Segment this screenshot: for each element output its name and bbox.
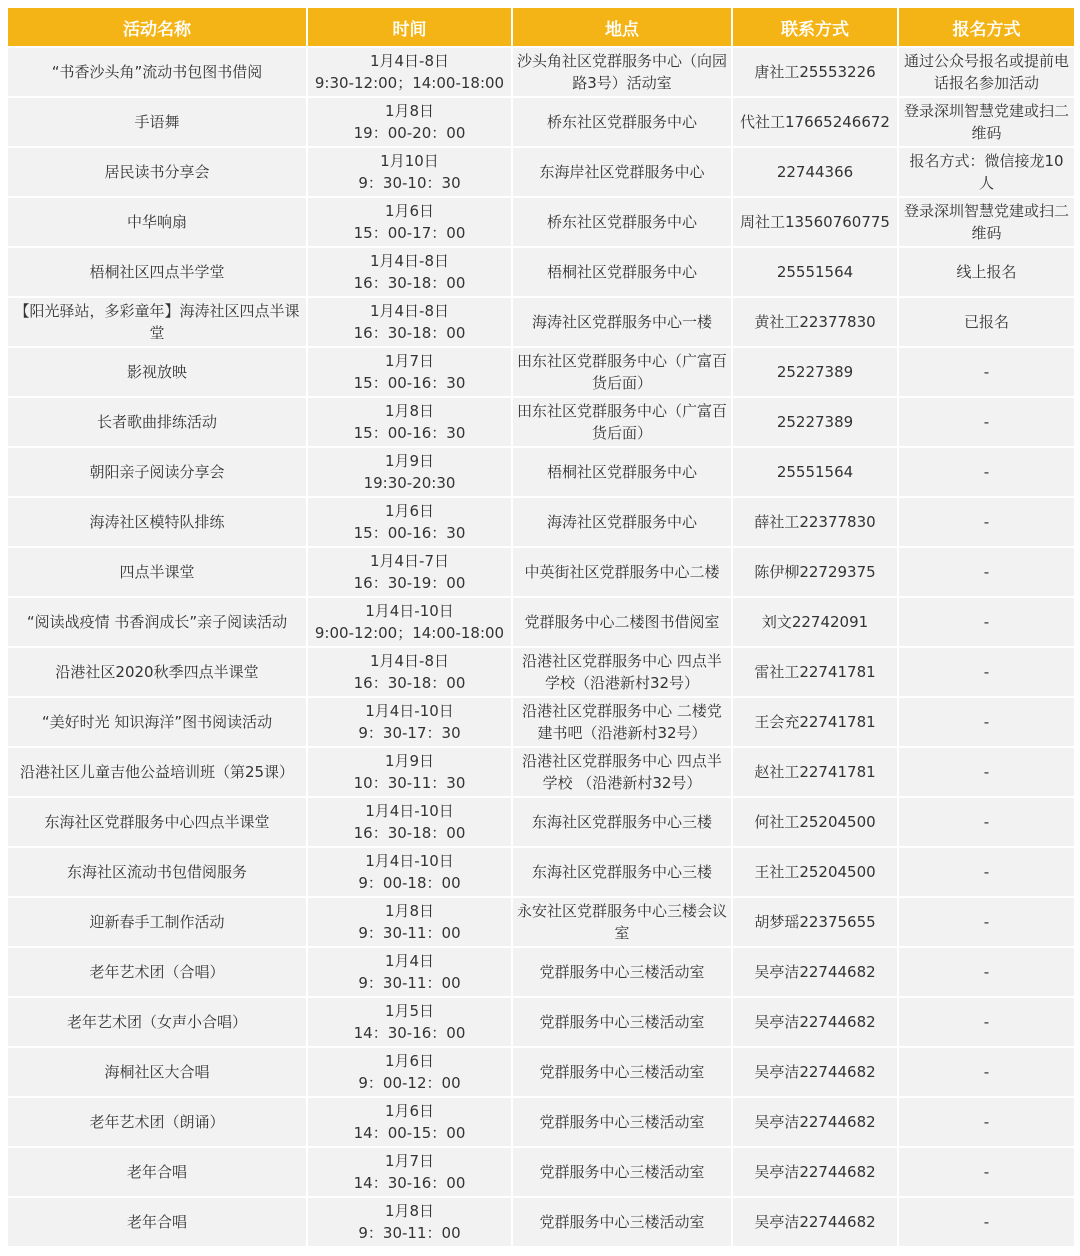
time-hours: 9:30-12:00；14:00-18:00 <box>314 74 505 92</box>
table-row <box>7 847 1075 897</box>
time-hours: 14：00-15：00 <box>353 1124 466 1142</box>
time-date: 1月5日 <box>384 1002 435 1020</box>
cell-signup: - <box>898 897 1075 947</box>
time-hours: 16：30-18：00 <box>353 824 466 842</box>
time-date: 1月6日 <box>384 202 435 220</box>
cell-time <box>307 347 512 397</box>
cell-location: 沿港社区党群服务中心 二楼党建书吧（沿港新村32号） <box>512 697 732 747</box>
cell-signup: - <box>898 1097 1075 1147</box>
time-hours: 15：00-16：30 <box>353 374 466 392</box>
time-date: 1月8日 <box>384 1202 435 1220</box>
cell-signup: - <box>898 397 1075 447</box>
cell-location: 党群服务中心二楼图书借阅室 <box>512 597 732 647</box>
table-row <box>7 597 1075 647</box>
cell-time <box>307 547 512 597</box>
cell-signup: - <box>898 1197 1075 1247</box>
cell-activity-name: 沿港社区2020秋季四点半课堂 <box>7 647 307 697</box>
cell-signup: 报名方式：微信接龙10人 <box>898 147 1075 197</box>
cell-time <box>307 147 512 197</box>
header-signup: 报名方式 <box>898 7 1075 47</box>
cell-time <box>307 447 512 497</box>
cell-time <box>307 797 512 847</box>
cell-time <box>307 597 512 647</box>
cell-signup: - <box>898 847 1075 897</box>
time-date: 1月4日-8日 <box>369 52 450 70</box>
cell-signup: - <box>898 797 1075 847</box>
time-hours: 15：00-17：00 <box>353 224 466 242</box>
table-row <box>7 397 1075 447</box>
cell-location: 沿港社区党群服务中心 四点半学校（沿港新村32号） <box>512 647 732 697</box>
table-row <box>7 297 1075 347</box>
cell-signup: - <box>898 497 1075 547</box>
time-hours: 19:30-20:30 <box>363 474 456 492</box>
cell-time <box>307 647 512 697</box>
time-hours: 9:00-12:00；14:00-18:00 <box>314 624 505 642</box>
header-location: 地点 <box>512 7 732 47</box>
time-hours: 9：30-10：30 <box>358 174 461 192</box>
time-date: 1月8日 <box>384 902 435 920</box>
time-date: 1月7日 <box>384 352 435 370</box>
time-date: 1月6日 <box>384 1102 435 1120</box>
time-date: 1月4日-8日 <box>369 652 450 670</box>
cell-contact: 吴亭洁22744682 <box>732 947 898 997</box>
time-hours: 9：00-12：00 <box>358 1074 461 1092</box>
cell-activity-name: 海桐社区大合唱 <box>7 1047 307 1097</box>
table-row <box>7 997 1075 1047</box>
cell-location: 东海社区党群服务中心三楼 <box>512 847 732 897</box>
time-date: 1月8日 <box>384 102 435 120</box>
cell-location: 党群服务中心三楼活动室 <box>512 1197 732 1247</box>
table-row <box>7 1047 1075 1097</box>
header-activity-name: 活动名称 <box>7 7 307 47</box>
table-row <box>7 1097 1075 1147</box>
time-date: 1月4日-10日 <box>365 852 454 870</box>
cell-signup: - <box>898 997 1075 1047</box>
cell-contact: 25227389 <box>732 347 898 397</box>
table-body <box>7 47 1075 1247</box>
cell-contact: 何社工25204500 <box>732 797 898 847</box>
cell-activity-name: 中华响扇 <box>7 197 307 247</box>
cell-contact: 唐社工25553226 <box>732 47 898 97</box>
cell-activity-name: 老年艺术团（女声小合唱） <box>7 997 307 1047</box>
time-hours: 9：00-18：00 <box>358 874 461 892</box>
time-date: 1月9日 <box>384 452 435 470</box>
table-row <box>7 197 1075 247</box>
time-hours: 15：00-16：30 <box>353 424 466 442</box>
cell-location: 沙头角社区党群服务中心（向园路3号）活动室 <box>512 47 732 97</box>
cell-time <box>307 997 512 1047</box>
time-hours: 14：30-16：00 <box>353 1024 466 1042</box>
time-date: 1月7日 <box>384 1152 435 1170</box>
table-row <box>7 47 1075 97</box>
cell-location: 海涛社区党群服务中心一楼 <box>512 297 732 347</box>
activity-table <box>6 6 1076 1248</box>
table-row <box>7 797 1075 847</box>
time-hours: 16：30-18：00 <box>353 674 466 692</box>
cell-contact: 代社工17665246672 <box>732 97 898 147</box>
time-hours: 9：30-11：00 <box>358 974 461 992</box>
cell-activity-name: 迎新春手工制作活动 <box>7 897 307 947</box>
time-date: 1月4日-8日 <box>369 252 450 270</box>
cell-location: 桥东社区党群服务中心 <box>512 197 732 247</box>
cell-signup: - <box>898 947 1075 997</box>
cell-contact: 22744366 <box>732 147 898 197</box>
time-date: 1月4日-8日 <box>369 302 450 320</box>
cell-location: 沿港社区党群服务中心 四点半学校 （沿港新村32号） <box>512 747 732 797</box>
cell-signup: - <box>898 647 1075 697</box>
cell-contact: 雷社工22741781 <box>732 647 898 697</box>
cell-time <box>307 1097 512 1147</box>
table-row <box>7 247 1075 297</box>
cell-contact: 25227389 <box>732 397 898 447</box>
cell-activity-name: “阅读战疫情 书香润成长”亲子阅读活动 <box>7 597 307 647</box>
cell-signup: 线上报名 <box>898 247 1075 297</box>
cell-activity-name: 梧桐社区四点半学堂 <box>7 247 307 297</box>
cell-time <box>307 247 512 297</box>
cell-contact: 吴亭洁22744682 <box>732 1197 898 1247</box>
cell-time <box>307 97 512 147</box>
time-hours: 9：30-11：00 <box>358 1224 461 1242</box>
cell-activity-name: 长者歌曲排练活动 <box>7 397 307 447</box>
cell-signup: 已报名 <box>898 297 1075 347</box>
time-hours: 9：30-17：30 <box>358 724 461 742</box>
time-date: 1月4日 <box>384 952 435 970</box>
cell-location: 梧桐社区党群服务中心 <box>512 447 732 497</box>
cell-activity-name: 手语舞 <box>7 97 307 147</box>
table-row <box>7 647 1075 697</box>
cell-signup: - <box>898 547 1075 597</box>
cell-activity-name: 影视放映 <box>7 347 307 397</box>
time-hours: 16：30-18：00 <box>353 274 466 292</box>
cell-time <box>307 1047 512 1097</box>
table-row <box>7 447 1075 497</box>
time-hours: 9：30-11：00 <box>358 924 461 942</box>
cell-location: 东海社区党群服务中心三楼 <box>512 797 732 847</box>
table-row <box>7 97 1075 147</box>
cell-signup: 登录深圳智慧党建或扫二维码 <box>898 197 1075 247</box>
table-row <box>7 147 1075 197</box>
cell-activity-name: 沿港社区儿童吉他公益培训班（第25课） <box>7 747 307 797</box>
cell-location: 海涛社区党群服务中心 <box>512 497 732 547</box>
cell-location: 梧桐社区党群服务中心 <box>512 247 732 297</box>
cell-activity-name: 老年合唱 <box>7 1147 307 1197</box>
table-row <box>7 547 1075 597</box>
cell-time <box>307 197 512 247</box>
time-date: 1月4日-7日 <box>369 552 450 570</box>
table-row <box>7 497 1075 547</box>
cell-activity-name: “书香沙头角”流动书包图书借阅 <box>7 47 307 97</box>
time-hours: 16：30-18：00 <box>353 324 466 342</box>
cell-time <box>307 297 512 347</box>
cell-time <box>307 397 512 447</box>
cell-time <box>307 897 512 947</box>
cell-contact: 吴亭洁22744682 <box>732 1147 898 1197</box>
cell-location: 党群服务中心三楼活动室 <box>512 947 732 997</box>
time-date: 1月9日 <box>384 752 435 770</box>
cell-location: 田东社区党群服务中心（广富百货后面） <box>512 347 732 397</box>
cell-signup: - <box>898 347 1075 397</box>
cell-signup: - <box>898 697 1075 747</box>
cell-contact: 赵社工22741781 <box>732 747 898 797</box>
activity-schedule <box>6 6 1074 1248</box>
cell-contact: 黄社工22377830 <box>732 297 898 347</box>
cell-location: 东海岸社区党群服务中心 <box>512 147 732 197</box>
header-row <box>7 7 1075 47</box>
time-hours: 16：30-19：00 <box>353 574 466 592</box>
cell-time <box>307 497 512 547</box>
cell-contact: 吴亭洁22744682 <box>732 1097 898 1147</box>
cell-contact: 陈伊柳22729375 <box>732 547 898 597</box>
cell-activity-name: 【阳光驿站，多彩童年】海涛社区四点半课堂 <box>7 297 307 347</box>
cell-contact: 胡梦瑶22375655 <box>732 897 898 947</box>
cell-activity-name: 海涛社区模特队排练 <box>7 497 307 547</box>
cell-signup: 登录深圳智慧党建或扫二维码 <box>898 97 1075 147</box>
table-row <box>7 697 1075 747</box>
cell-contact: 25551564 <box>732 447 898 497</box>
time-hours: 14：30-16：00 <box>353 1174 466 1192</box>
cell-location: 中英街社区党群服务中心二楼 <box>512 547 732 597</box>
cell-contact: 25551564 <box>732 247 898 297</box>
time-hours: 10：30-11：30 <box>353 774 466 792</box>
table-row <box>7 1147 1075 1197</box>
cell-signup: 通过公众号报名或提前电话报名参加活动 <box>898 47 1075 97</box>
cell-signup: - <box>898 747 1075 797</box>
time-date: 1月6日 <box>384 502 435 520</box>
cell-location: 党群服务中心三楼活动室 <box>512 1147 732 1197</box>
cell-contact: 周社工13560760775 <box>732 197 898 247</box>
table-row <box>7 1197 1075 1247</box>
cell-activity-name: 朝阳亲子阅读分享会 <box>7 447 307 497</box>
cell-time <box>307 1197 512 1247</box>
time-date: 1月4日-10日 <box>365 802 454 820</box>
time-date: 1月8日 <box>384 402 435 420</box>
time-hours: 15：00-16：30 <box>353 524 466 542</box>
cell-time <box>307 947 512 997</box>
cell-time <box>307 847 512 897</box>
cell-contact: 王社工25204500 <box>732 847 898 897</box>
table-row <box>7 947 1075 997</box>
time-date: 1月4日-10日 <box>365 602 454 620</box>
cell-location: 党群服务中心三楼活动室 <box>512 1047 732 1097</box>
cell-activity-name: 老年艺术团（合唱） <box>7 947 307 997</box>
time-date: 1月10日 <box>380 152 439 170</box>
header-contact: 联系方式 <box>732 7 898 47</box>
cell-activity-name: 居民读书分享会 <box>7 147 307 197</box>
time-date: 1月6日 <box>384 1052 435 1070</box>
cell-time <box>307 747 512 797</box>
cell-contact: 吴亭洁22744682 <box>732 1047 898 1097</box>
cell-contact: 刘文22742091 <box>732 597 898 647</box>
cell-signup: - <box>898 1147 1075 1197</box>
cell-time <box>307 47 512 97</box>
cell-signup: - <box>898 597 1075 647</box>
table-row <box>7 347 1075 397</box>
cell-activity-name: 老年艺术团（朗诵） <box>7 1097 307 1147</box>
cell-signup: - <box>898 447 1075 497</box>
time-date: 1月4日-10日 <box>365 702 454 720</box>
time-hours: 19：00-20：00 <box>353 124 466 142</box>
header-time: 时间 <box>307 7 512 47</box>
table-header <box>7 7 1075 47</box>
cell-activity-name: “美好时光 知识海洋”图书阅读活动 <box>7 697 307 747</box>
cell-signup: - <box>898 1047 1075 1097</box>
table-row <box>7 747 1075 797</box>
cell-activity-name: 四点半课堂 <box>7 547 307 597</box>
cell-activity-name: 东海社区党群服务中心四点半课堂 <box>7 797 307 847</box>
cell-activity-name: 老年合唱 <box>7 1197 307 1247</box>
cell-contact: 薛社工22377830 <box>732 497 898 547</box>
cell-location: 永安社区党群服务中心三楼会议室 <box>512 897 732 947</box>
cell-location: 田东社区党群服务中心（广富百货后面） <box>512 397 732 447</box>
cell-location: 党群服务中心三楼活动室 <box>512 997 732 1047</box>
cell-location: 桥东社区党群服务中心 <box>512 97 732 147</box>
cell-time <box>307 1147 512 1197</box>
cell-location: 党群服务中心三楼活动室 <box>512 1097 732 1147</box>
table-row <box>7 897 1075 947</box>
cell-contact: 吴亭洁22744682 <box>732 997 898 1047</box>
cell-activity-name: 东海社区流动书包借阅服务 <box>7 847 307 897</box>
cell-contact: 王会充22741781 <box>732 697 898 747</box>
cell-time <box>307 697 512 747</box>
